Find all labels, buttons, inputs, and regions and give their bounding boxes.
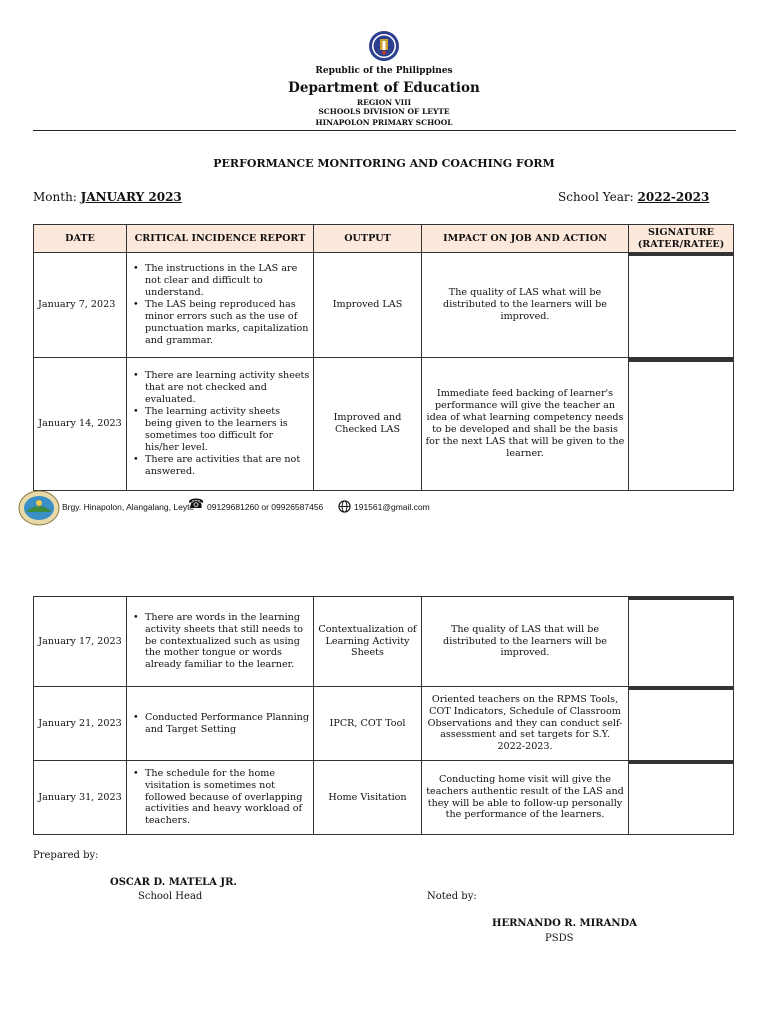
report-item: • Conducted Performance Planning and Target Setting — [131, 712, 310, 736]
row-signature — [629, 253, 734, 358]
phone-icon: ☎ — [188, 497, 205, 512]
row-date: January 21, 2023 — [34, 687, 127, 761]
row-output: Home Visitation — [314, 761, 422, 835]
row-impact: The quality of LAS that will be distributed to the learners will be improved. — [422, 597, 629, 687]
globe-email-icon — [338, 500, 351, 513]
report-item: • The learning activity sheets being given to the learners is sometimes too difficult for his/her level. — [131, 406, 310, 454]
footer-address: Brgy. Hinapolon, Alangalang, Leyte — [62, 502, 195, 512]
row-output: Improved LAS — [314, 253, 422, 358]
row-signature — [629, 761, 734, 835]
row-output: Contextualization of Learning Activity Sheets — [314, 597, 422, 687]
row-output: Improved and Checked LAS — [314, 358, 422, 491]
noted-by-label: Noted by: — [427, 891, 477, 902]
table-row — [34, 687, 734, 761]
row-date: January 14, 2023 — [34, 358, 127, 491]
month-field — [33, 190, 182, 204]
row-report — [127, 597, 314, 687]
school-head-role: School Head — [138, 891, 203, 902]
table-row — [34, 761, 734, 835]
row-impact: Conducting home visit will give the teachers authentic result of the LAS and they will be able to follow-up personally the performance of the learners. — [422, 761, 629, 835]
division-line: SCHOOLS DIVISION OF LEYTE — [318, 107, 450, 116]
row-impact: The quality of LAS what will be distributed to the learners will be improved. — [422, 253, 629, 358]
school-year-field — [558, 190, 709, 204]
report-item: • The LAS being reproduced has minor errors such as the use of punctuation marks, capitalization and grammar. — [131, 299, 310, 347]
footer-email: 191561@gmail.com — [354, 502, 430, 512]
row-date: January 7, 2023 — [34, 253, 127, 358]
row-date: January 31, 2023 — [34, 761, 127, 835]
school-year-value: 2022-2023 — [637, 190, 710, 204]
prepared-by-label: Prepared by: — [33, 850, 99, 861]
row-report — [127, 358, 314, 491]
report-item: • There are activities that are not answered. — [131, 454, 310, 478]
row-signature — [629, 687, 734, 761]
header-date: DATE — [34, 225, 127, 253]
row-report — [127, 253, 314, 358]
report-item: • There are words in the learning activity sheets that still needs to be contextualized such as using the mother tongue or words already familiar to the learner. — [131, 612, 310, 672]
header-divider — [33, 130, 736, 131]
row-date: January 17, 2023 — [34, 597, 127, 687]
page-footer — [18, 490, 758, 526]
header-output: OUTPUT — [314, 225, 422, 253]
region-line: REGION VIII — [356, 98, 412, 107]
form-title: PERFORMANCE MONITORING AND COACHING FORM — [213, 157, 555, 170]
header-report: CRITICAL INCIDENCE REPORT — [127, 225, 314, 253]
row-report — [127, 761, 314, 835]
school-year-label: School Year: — [558, 190, 634, 204]
table-row — [34, 253, 734, 358]
month-label: Month: — [33, 190, 77, 204]
table-row — [34, 358, 734, 491]
psds-role: PSDS — [545, 933, 574, 944]
school-head-name: OSCAR D. MATELA JR. — [110, 877, 237, 888]
row-impact: Oriented teachers on the RPMS Tools, COT Indicators, Schedule of Classroom Observations and they can conduct self-assessment and set targets for S.Y. 2022-2023. — [422, 687, 629, 761]
table-row — [34, 597, 734, 687]
row-output: IPCR, COT Tool — [314, 687, 422, 761]
table-header-row — [34, 225, 734, 253]
header-impact: IMPACT ON JOB AND ACTION — [422, 225, 629, 253]
report-item: • There are learning activity sheets that are not checked and evaluated. — [131, 370, 310, 406]
deped-seal-icon — [368, 30, 400, 62]
month-value: JANUARY 2023 — [80, 190, 182, 204]
coaching-table-part-2 — [33, 596, 734, 835]
coaching-table-part-1 — [33, 224, 734, 491]
row-signature — [629, 358, 734, 491]
row-report — [127, 687, 314, 761]
psds-name: HERNANDO R. MIRANDA — [492, 918, 637, 929]
footer-phone: 09129681260 or 09926587456 — [207, 502, 324, 512]
row-signature — [629, 597, 734, 687]
report-item: • The schedule for the home visitation is sometimes not followed because of overlapping activities and heavy workload of teachers. — [131, 768, 310, 828]
school-logo-icon — [18, 490, 60, 526]
report-item: • The instructions in the LAS are not clear and difficult to understand. — [131, 263, 310, 299]
header-signature: SIGNATURE (RATER/RATEE) — [629, 225, 734, 253]
row-impact: Immediate feed backing of learner's performance will give the teacher an idea of what learning competency needs to be developed and shall be the basis for the next LAS that will be given to the learner. — [422, 358, 629, 491]
republic-line: Republic of the Philippines — [315, 66, 453, 76]
school-line: HINAPOLON PRIMARY SCHOOL — [315, 118, 453, 127]
department-title: Department of Education — [288, 80, 480, 96]
